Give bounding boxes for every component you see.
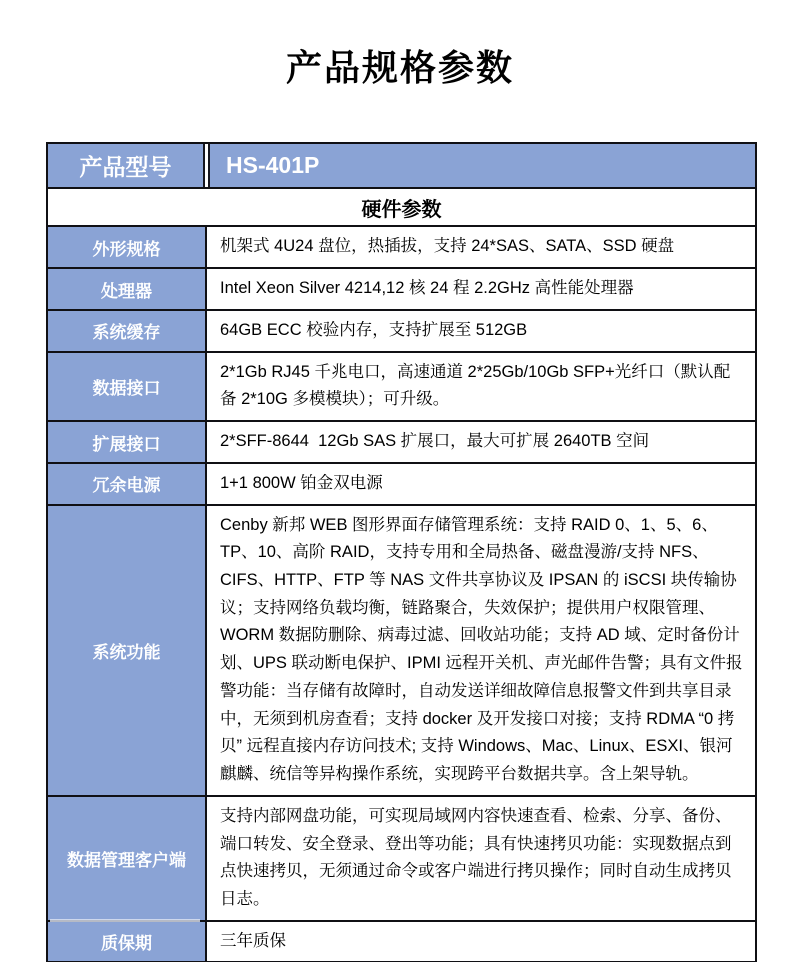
row-label: 系统缓存 — [48, 311, 207, 351]
table-row-form-factor — [48, 225, 755, 267]
row-value — [207, 797, 755, 920]
row-value-text: 1+1 800W 铂金双电源 — [220, 473, 383, 492]
row-value — [207, 922, 755, 962]
table-row-data-management-client — [48, 795, 755, 920]
row-value — [207, 353, 755, 420]
row-label: 数据接口 — [48, 353, 207, 420]
row-label: 数据管理客户端 — [48, 797, 207, 920]
row-label: 处理器 — [48, 269, 207, 309]
row-value — [207, 227, 755, 267]
table-row-redundant-power — [48, 462, 755, 504]
table-row-expansion-interface — [48, 420, 755, 462]
cropped-next-row-remnant — [48, 911, 205, 915]
page-title: 产品规格参数 — [285, 47, 514, 88]
row-value — [207, 311, 755, 351]
row-value — [207, 464, 755, 504]
table-row-data-interface — [48, 351, 755, 420]
cropped-next-row-shadow — [50, 919, 200, 922]
table-row-system-functions — [48, 504, 755, 795]
row-value-text: 2*SFF-8644 12Gb SAS 扩展口，最大可扩展 2640TB 空间 — [220, 432, 650, 451]
table-row-warranty — [48, 920, 755, 962]
model-label-cell: 产品型号 — [48, 144, 205, 187]
row-value-text: 三年质保 — [220, 931, 286, 950]
row-value-text: 支持内部网盘功能，可实现局域网内容快速查看、检索、分享、备份、端口转发、安全登录、登出等功能；具有快速拷贝功能：实现数据点到点快速拷贝，无须通过命令或客户端进行拷贝操作；同时自动生成拷贝日志。 — [220, 806, 732, 908]
model-header-row — [48, 144, 755, 187]
row-value-text: 2*1Gb RJ45 千兆电口，高速通道 2*25Gb/10Gb SFP+光纤口（默认配备 2*10G 多模模块）；可升级。 — [220, 362, 731, 409]
row-label: 系统功能 — [48, 506, 207, 795]
row-value-text: Cenby 新邦 WEB 图形界面存储管理系统：支持 RAID 0、1、5、6、TP、10、高阶 RAID，支持专用和全局热备、磁盘漫游/支持 NFS、CIFS、HTTP、FTP 等 NAS 文件共享协议及 IPSAN 的 iSCSI 块传输协议；支持网络负载均衡，链路聚合，失效保护；提供用户权限管理、WORM 数据防删除、病毒过滤、回收站功能；支持 AD 域、定时备份计划、UPS 联动断电保护、IPMI 远程开关机、声光邮件告警；具有文件报警功能：当存储有故障时，自动发送详细故障信息报警文件到共享目录中，无须到机房查看；支持 docker 及开发接口对接；支持 RDMA “0 拷贝” 远程直接内存访问技术; 支持 Windows、Mac、Linux、ESXI、银河麒麟、统信等异构操作系统，实现跨平台数据共享。含上架导轨。 — [220, 515, 743, 784]
row-value-text: 机架式 4U24 盘位，热插拔，支持 24*SAS、SATA、SSD 硬盘 — [220, 237, 675, 256]
row-label: 质保期 — [48, 922, 207, 962]
row-label: 扩展接口 — [48, 422, 207, 462]
table-row-processor — [48, 267, 755, 309]
row-value-text: 64GB ECC 校验内存，支持扩展至 512GB — [220, 321, 528, 339]
section-header-hardware: 硬件参数 — [48, 187, 755, 225]
table-row-system-cache — [48, 309, 755, 351]
spec-table — [46, 142, 757, 962]
row-value — [207, 422, 755, 462]
row-value — [207, 269, 755, 309]
row-value-text: Intel Xeon Silver 4214,12 核 24 程 2.2GHz 高性能处理器 — [220, 279, 634, 298]
model-value-cell: HS-401P — [208, 144, 755, 187]
row-label: 外形规格 — [48, 227, 207, 267]
row-value — [207, 506, 755, 795]
row-label: 冗余电源 — [48, 464, 207, 504]
